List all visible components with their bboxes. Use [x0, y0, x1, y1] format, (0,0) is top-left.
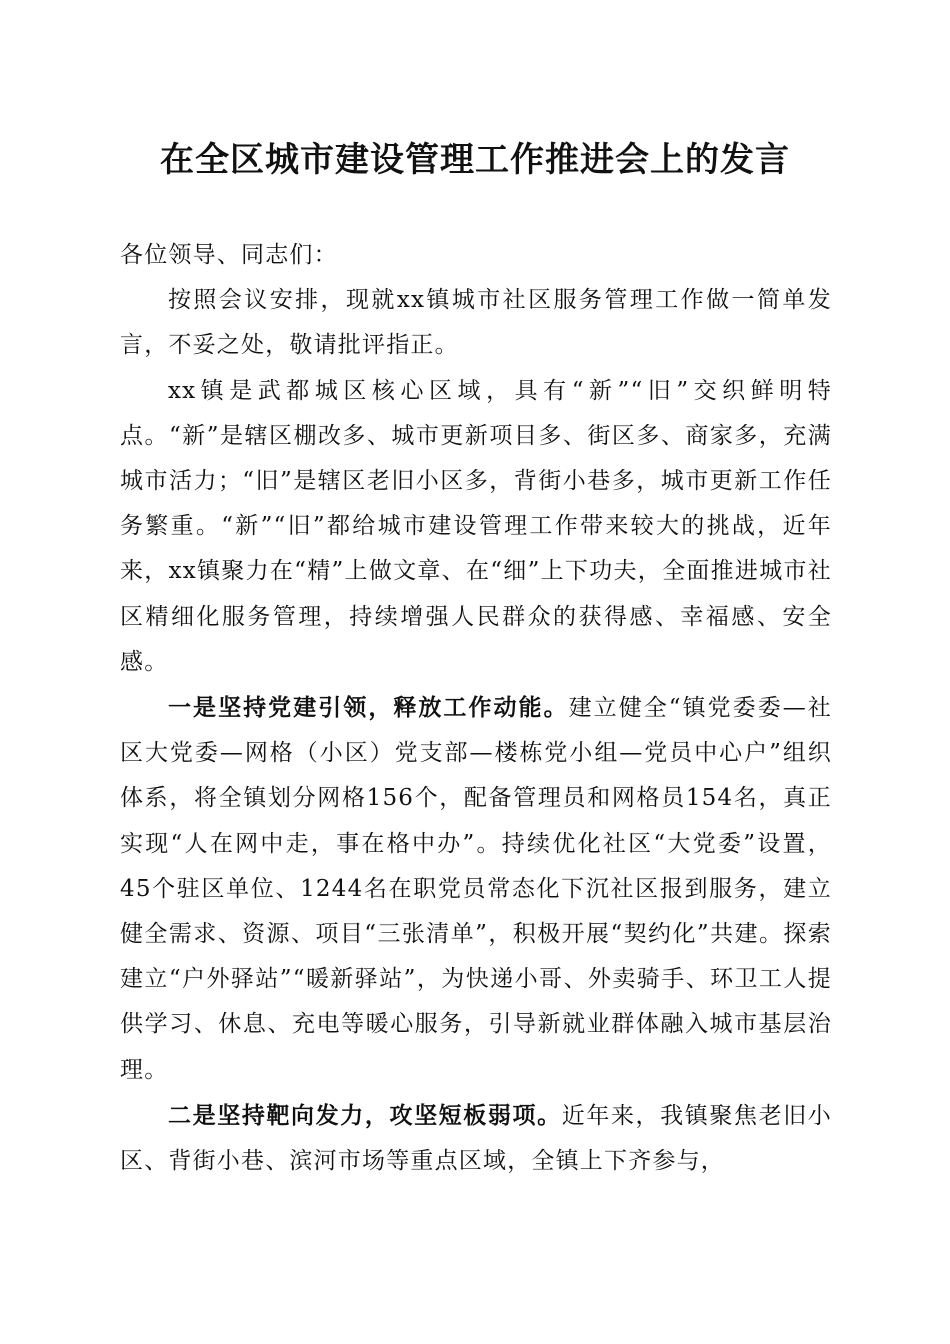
paragraph-1	[120, 278, 832, 368]
paragraph-3-lead: 一是坚持党建引领，释放工作动能。	[168, 694, 569, 722]
document-title: 在全区城市建设管理工作推进会上的发言	[160, 140, 790, 180]
paragraph-3-text: 建立健全“镇党委委—社区大党委—网格（小区）党支部—楼栋党小组—党员中心户”组织体系，将全镇划分网格156个，配备管理员和网格员154名，真正实现“人在网中走，事在格中办”。持续优化社区“大党委”设置，45个驻区单位、1244名在职党员常态化下沉社区报到服务，建立健全需求、资源、项目“三张清单”，积极开展“契约化”共建。探索建立“户外驿站”“暖新驿站”，为快递小哥、外卖骑手、环卫工人提供学习、休息、充电等暖心服务，引导新就业群体融入城市基层治理。	[120, 695, 832, 1083]
salutation: 各位领导、同志们：	[120, 242, 338, 268]
paragraph-3	[120, 685, 832, 1093]
paragraph-4-lead: 二是坚持靶向发力，攻坚短板弱项。	[168, 1101, 562, 1129]
paragraph-4-text: 近年来，我镇聚焦老旧小区、背街小巷、滨河市场等重点区域，全镇上下齐参与，	[120, 1102, 833, 1175]
paragraph-1-text: 按照会议安排，现就xx镇城市社区服务管理工作做一简单发言，不妥之处，敬请批评指正。	[120, 287, 832, 359]
paragraph-2	[120, 369, 832, 685]
paragraph-4	[120, 1093, 832, 1184]
paragraph-2-text: xx镇是武都城区核心区域，具有“新”“旧”交织鲜明特点。“新”是辖区棚改多、城市更新项目多、街区多、商家多，充满城市活力；“旧”是辖区老旧小区多，背街小巷多，城市更新工作任务繁重。“新”“旧”都给城市建设管理工作带来较大的挑战，近年来，xx镇聚力在“精”上做文章、在“细”上下功夫，全面推进城市社区精细化服务管理，持续增强人民群众的获得感、幸福感、安全感。	[120, 377, 832, 675]
document-body	[120, 233, 832, 1184]
